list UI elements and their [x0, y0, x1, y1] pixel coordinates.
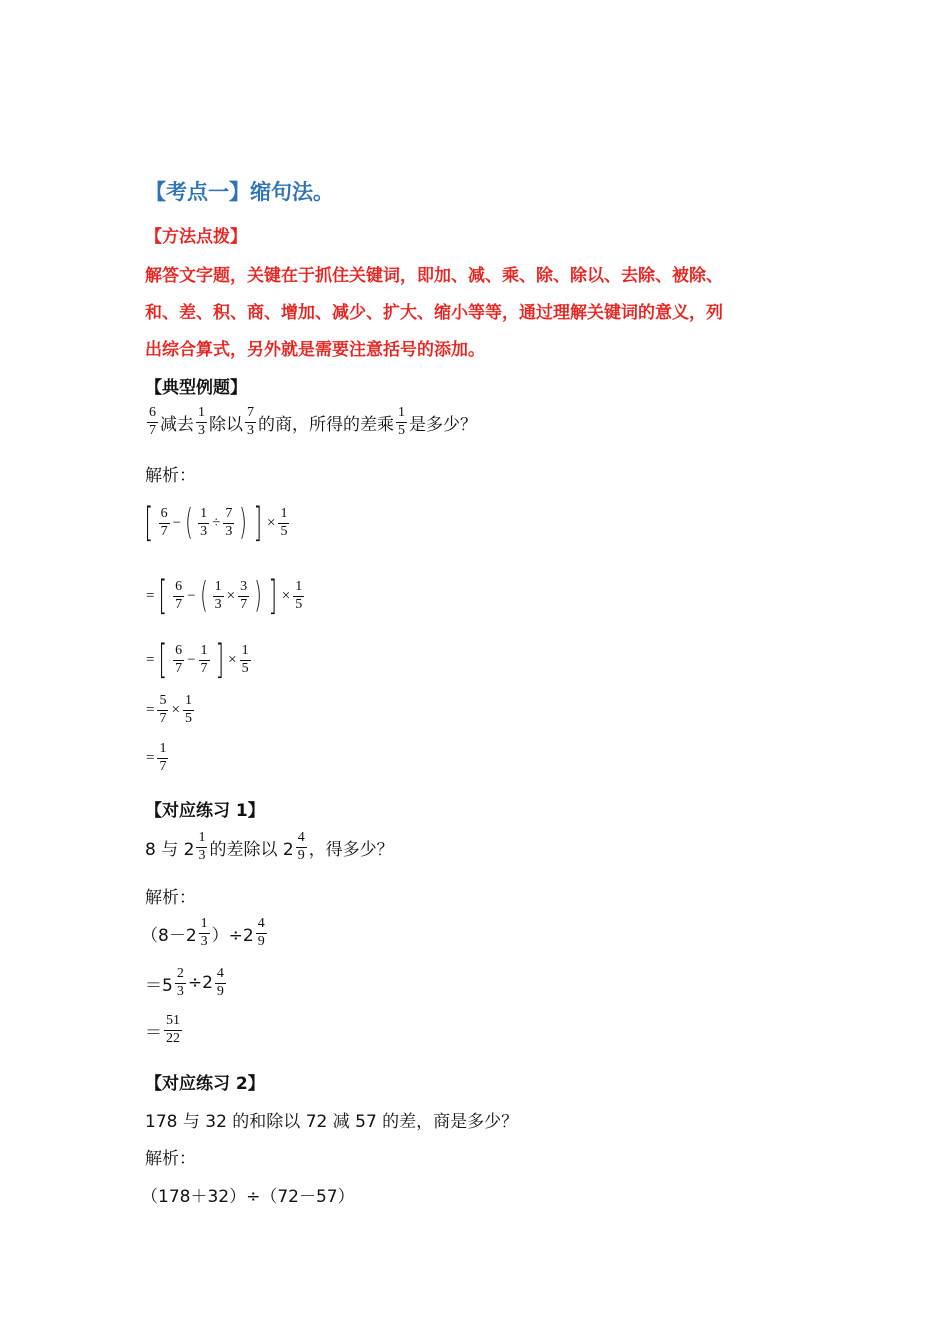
- fraction: $\frac{1}{5}$: [398, 405, 405, 438]
- fraction: $\frac{1}{3}$: [198, 405, 205, 438]
- solution-step-4: = $\frac{5}{7}$ × $\frac{1}{5}$: [146, 693, 192, 726]
- example-question: [145, 406, 477, 438]
- fraction: $\frac{7}{3}$: [247, 405, 254, 438]
- question-text: 是多少？: [409, 414, 477, 435]
- practice1-analysis-label: 解析：: [145, 888, 196, 908]
- example-title: 【典型例题】: [145, 378, 247, 398]
- practice2-question: 178 与 32 的和除以 72 减 57 的差，商是多少？: [145, 1112, 519, 1132]
- practice1-question: 8 与 2 $\frac{1}{3}$ 的差除以 2 $\frac{4}{9}$ ，得多少？: [145, 830, 394, 863]
- solution-step-5: = $\frac{1}{7}$: [146, 741, 167, 774]
- fraction: $\frac{6}{7}$: [149, 405, 156, 438]
- method-line-3: 出综合算式，另外就是需要注意括号的添加。: [145, 340, 485, 360]
- method-title: 【方法点拨】: [145, 227, 247, 247]
- practice1-step-3: ＝ $\frac{51}{22}$: [145, 1013, 180, 1046]
- question-text: 减去: [160, 414, 194, 435]
- practice1-step-1: （8－2 $\frac{1}{3}$ ）÷2 $\frac{4}{9}$: [141, 916, 265, 949]
- section-heading: 【考点一】缩句法。: [145, 180, 334, 204]
- solution-step-2: = [ $\frac{6}{7}$ − ( $\frac{1}{3}$ × $\frac{3}{7}$ ) ] × $\frac{1}{5}$: [146, 573, 303, 619]
- practice2-step-1: （178＋32）÷（72－57）: [141, 1187, 355, 1207]
- method-line-2: 和、差、积、商、增加、减少、扩大、缩小等等，通过理解关键词的意义，列: [145, 303, 723, 323]
- practice2-title: 【对应练习 2】: [145, 1074, 265, 1094]
- practice2-analysis-label: 解析：: [145, 1149, 196, 1169]
- method-line-1: 解答文字题，关键在于抓住关键词，即加、减、乘、除、除以、去除、被除、: [145, 266, 723, 286]
- solution-step-3: = [ $\frac{6}{7}$ − $\frac{1}{7}$ ] × $\frac{1}{5}$: [146, 637, 249, 683]
- example-analysis-label: 解析：: [145, 466, 196, 486]
- question-text: 除以: [209, 414, 243, 435]
- practice1-step-2: ＝5 $\frac{2}{3}$ ÷2 $\frac{4}{9}$: [145, 966, 224, 999]
- solution-step-1: [ $\frac{6}{7}$ − ( $\frac{1}{3}$ ÷ $\frac{7}{3}$ ) ] × $\frac{1}{5}$: [144, 500, 288, 546]
- practice1-title: 【对应练习 1】: [145, 801, 265, 821]
- question-text: 的商，所得的差乘: [258, 414, 394, 435]
